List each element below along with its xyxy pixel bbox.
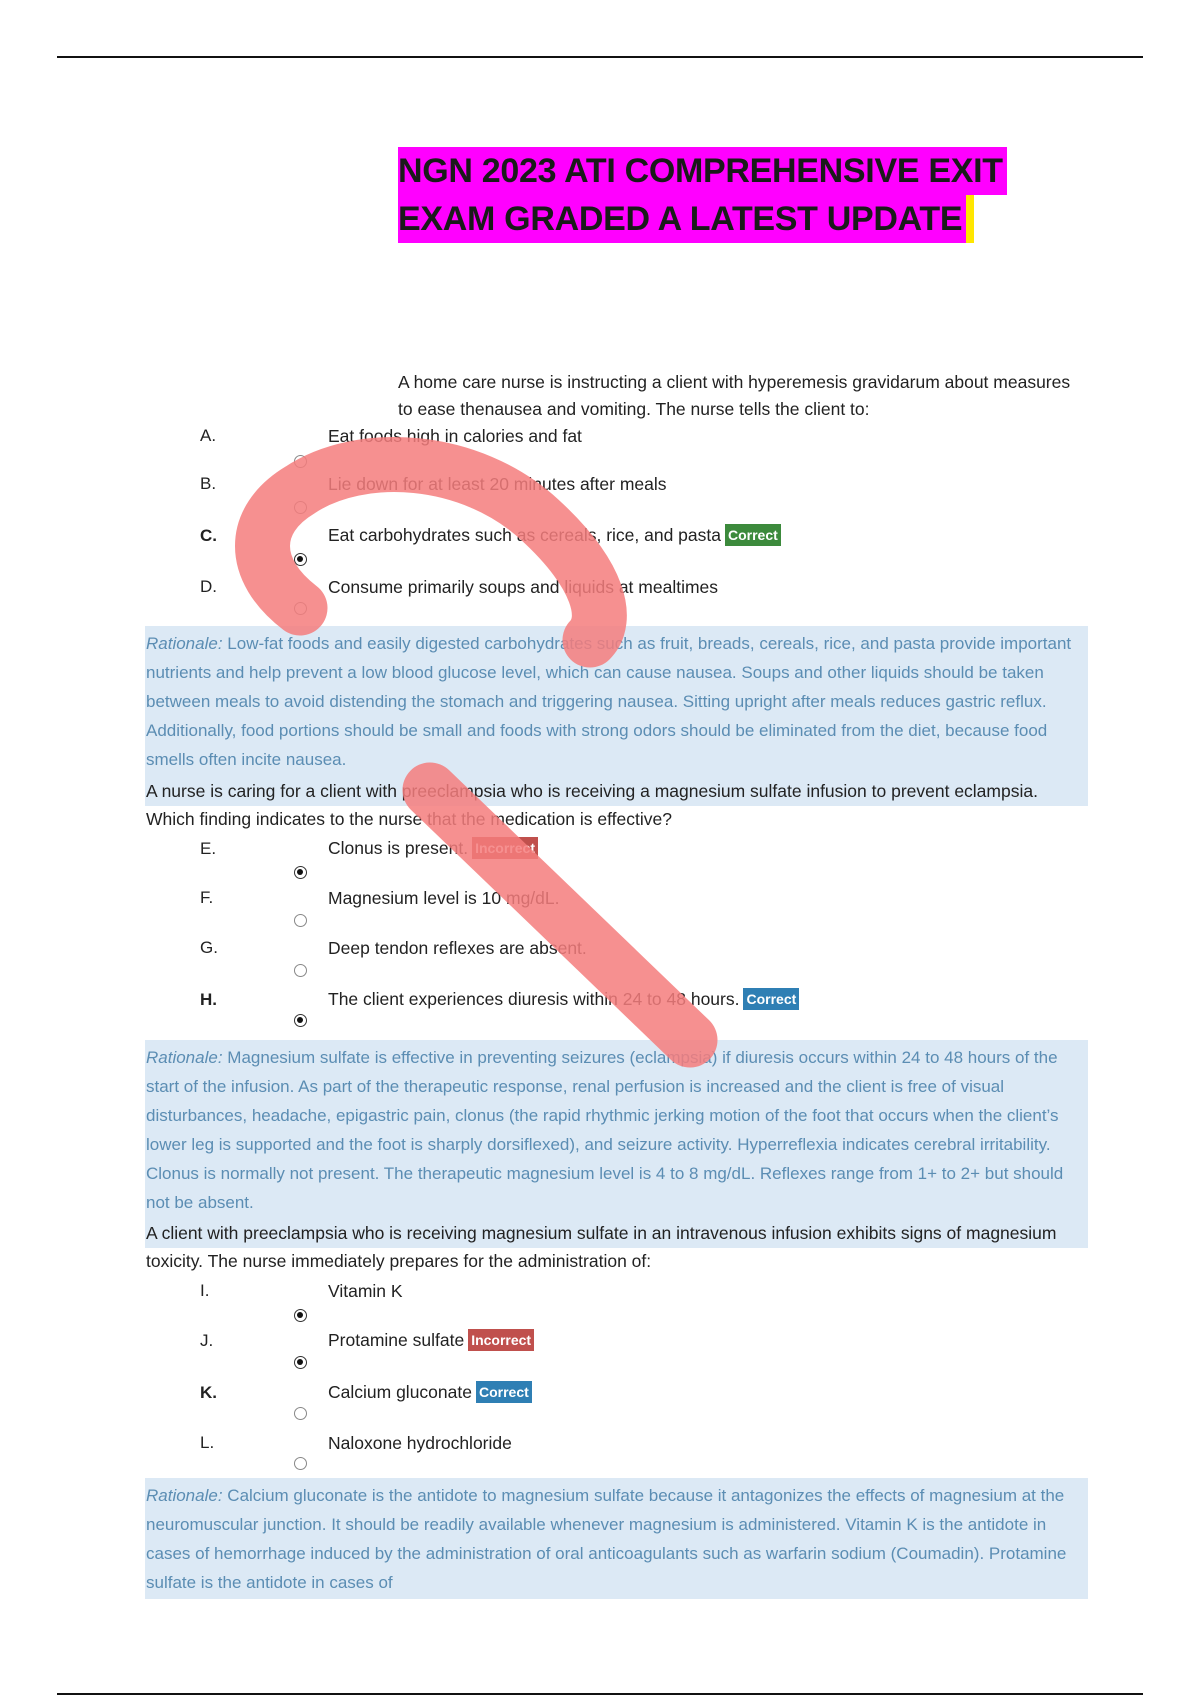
rationale-3 (146, 1481, 1086, 1597)
question-2-stem: A nurse is caring for a client with preeclampsia who is receiving a magnesium sulfate infusion to prevent eclampsia. Which finding indicates to the nurse that the medication is effective? (146, 781, 1038, 829)
option-letter: B. (200, 474, 217, 493)
option-text: Lie down for at least 20 minutes after meals (328, 474, 667, 494)
option-a-radio[interactable] (294, 455, 307, 468)
correct-badge: Correct (743, 988, 799, 1010)
option-letter: H. (200, 990, 217, 1009)
option-text: Eat carbohydrates such as cereals, rice, and pasta (328, 525, 721, 545)
rationale-label: Rationale: (146, 1048, 223, 1067)
option-h-radio[interactable] (294, 1014, 307, 1027)
option-text: Protamine sulfate (328, 1330, 465, 1350)
option-letter: F. (200, 888, 214, 907)
option-text: Naloxone hydrochloride (328, 1433, 512, 1453)
rationale-body: Low-fat foods and easily digested carbohydrates such as fruit, breads, cereals, rice, and pasta provide important nutrients and help prevent a low blood glucose level, which can cause nausea. Soups and other liquids should be taken between meals to avoid distending the stomach and triggering nausea. Sitting upright after meals reduces gastric reflux. Additionally, food portions should be small and foods with strong odors should be eliminated from the diet, because food smells often incite nausea. (146, 634, 1072, 769)
option-letter: A. (200, 426, 217, 445)
rationale-body: Calcium gluconate is the antidote to magnesium sulfate because it antagonizes the effects of magnesium at the neuromuscular junction. It should be readily available whenever magnesium is administered. Vitamin K is the antidote in cases of hemorrhage induced by the administration of oral anticoagulants such as warfarin sodium (Coumadin). Protamine sulfate is the antidote in cases of (146, 1486, 1067, 1592)
option-text: The client experiences diuresis within 24 to 48 hours. (328, 989, 740, 1009)
top-rule (57, 56, 1143, 58)
option-text: Vitamin K (328, 1281, 403, 1301)
option-l-radio[interactable] (294, 1457, 307, 1470)
option-letter: G. (200, 938, 218, 957)
option-letter: J. (200, 1331, 214, 1350)
option-text: Magnesium level is 10 mg/dL. (328, 888, 560, 908)
option-k-row (328, 1381, 532, 1403)
option-text: Clonus is present. (328, 838, 469, 858)
option-i-radio[interactable] (294, 1309, 307, 1322)
title-line-1: NGN 2023 ATI COMPREHENSIVE EXIT (398, 147, 1007, 195)
title-line-2: EXAM GRADED A LATEST UPDATE (398, 195, 974, 243)
option-e-radio[interactable] (294, 866, 307, 879)
option-d-radio[interactable] (294, 602, 307, 615)
option-c-row (328, 524, 781, 546)
option-letter: I. (200, 1281, 210, 1300)
rationale-label: Rationale: (146, 1486, 223, 1505)
option-letter: E. (200, 839, 217, 858)
option-e-row (328, 837, 538, 859)
option-text: Consume primarily soups and liquids at mealtimes (328, 577, 719, 597)
incorrect-badge: Incorrect (468, 1329, 534, 1351)
option-f-radio[interactable] (294, 914, 307, 927)
option-j-radio[interactable] (294, 1356, 307, 1369)
option-letter: D. (200, 577, 217, 596)
bottom-rule (57, 1693, 1143, 1695)
rationale-body: Magnesium sulfate is effective in preventing seizures (eclampsia) if diuresis occurs within 24 to 48 hours of the start of the infusion. As part of the therapeutic response, renal perfusion is increased and the client is free of visual disturbances, headache, epigastric pain, clonus (the rapid rhythmic jerking motion of the foot that occurs when the client’s lower leg is supported and the foot is sharply dorsiflexed), and seizure activity. Hyperreflexia indicates cerebral irritability. Clonus is normally not present. The therapeutic magnesium level is 4 to 8 mg/dL. Reflexes range from 1+ to 2+ but should not be absent. (146, 1048, 1064, 1212)
rationale-label: Rationale: (146, 634, 223, 653)
option-text: Deep tendon reflexes are absent. (328, 938, 587, 958)
option-text: Calcium gluconate (328, 1382, 472, 1402)
rationale-1 (146, 629, 1086, 774)
option-c-radio[interactable] (294, 553, 307, 566)
option-letter: K. (200, 1383, 217, 1402)
question-3-stem: A client with preeclampsia who is receiving magnesium sulfate in an intravenous infusion exhibits signs of magnesium toxicity. The nurse immediately prepares for the administration of: (146, 1223, 1057, 1271)
option-text: Eat foods high in calories and fat (328, 426, 582, 446)
option-h-row (328, 988, 799, 1010)
option-k-radio[interactable] (294, 1407, 307, 1420)
correct-badge: Correct (725, 524, 781, 546)
option-j-row (328, 1329, 534, 1351)
incorrect-badge: Incorrect (472, 837, 538, 859)
question-1-stem: A home care nurse is instructing a client with hyperemesis gravidarum about measures to ease thenausea and vomiting. The nurse tells the client to: (398, 372, 1071, 419)
correct-badge: Correct (476, 1381, 532, 1403)
option-b-radio[interactable] (294, 501, 307, 514)
document-title (398, 147, 1007, 243)
option-letter: L. (200, 1433, 215, 1452)
option-g-radio[interactable] (294, 964, 307, 977)
rationale-2 (146, 1043, 1086, 1217)
option-letter: C. (200, 526, 217, 545)
